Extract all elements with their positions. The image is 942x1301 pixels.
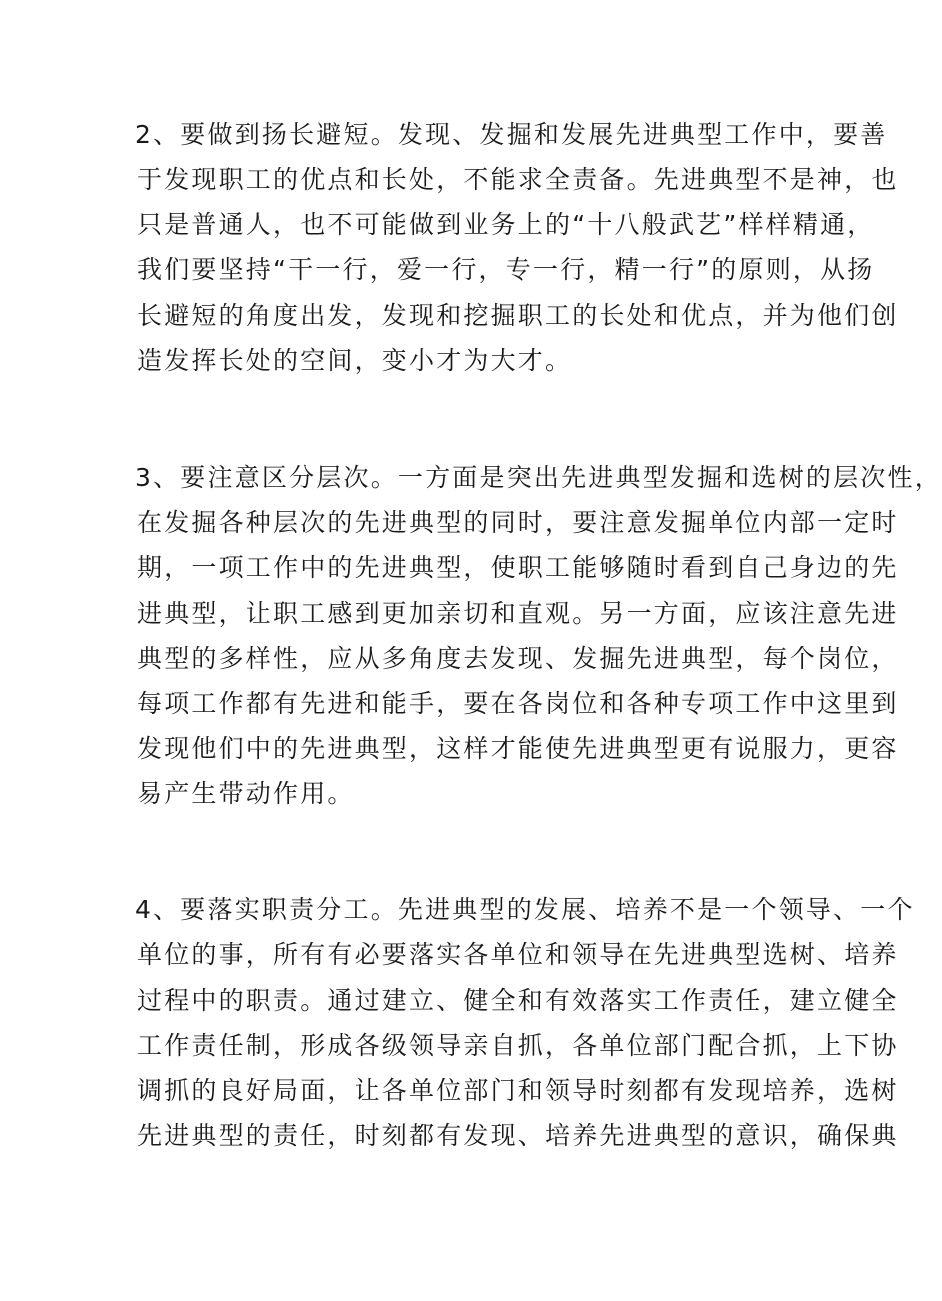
text-line: 期，一项工作中的先进典型，使职工能够随时看到自己身边的先	[137, 553, 899, 582]
text-line: 只是普通人，也不可能做到业务上的“十八般武艺”样样精通，	[137, 210, 875, 239]
text-line: 过程中的职责。通过建立、健全和有效落实工作责任，建立健全	[137, 986, 899, 1015]
text-line: 每项工作都有先进和能手，要在各岗位和各种专项工作中这里到	[137, 689, 899, 718]
text-line: 发现他们中的先进典型，这样才能使先进典型更有说服力，更容	[137, 734, 899, 763]
text-line: 4、要落实职责分工。先进典型的发展、培养不是一个领导、一个	[135, 895, 915, 924]
text-line: 工作责任制，形成各级领导亲自抓，各单位部门配合抓，上下协	[137, 1031, 899, 1060]
text-line: 我们要坚持“干一行，爱一行，专一行，精一行”的原则，从扬	[137, 255, 875, 284]
text-line: 3、要注意区分层次。一方面是突出先进典型发掘和选树的层次性，	[135, 463, 942, 492]
text-line: 2、要做到扬长避短。发现、发掘和发展先进典型工作中，要善	[135, 120, 888, 149]
text-line: 在发掘各种层次的先进典型的同时，要注意发掘单位内部一定时	[137, 508, 899, 537]
text-line: 造发挥长处的空间，变小才为大才。	[137, 346, 573, 375]
text-line: 单位的事，所有有必要落实各单位和领导在先进典型选树、培养	[137, 940, 899, 969]
text-line: 先进典型的责任，时刻都有发现、培养先进典型的意识，确保典	[137, 1121, 899, 1150]
text-line: 于发现职工的优点和长处，不能求全责备。先进典型不是神，也	[137, 165, 899, 194]
text-line: 长避短的角度出发，发现和挖掘职工的长处和优点，并为他们创	[137, 301, 899, 330]
text-line: 进典型，让职工感到更加亲切和直观。另一方面，应该注意先进	[137, 599, 899, 628]
text-line: 易产生带动作用。	[137, 779, 355, 808]
text-line: 调抓的良好局面，让各单位部门和领导时刻都有发现培养，选树	[137, 1076, 899, 1105]
text-line: 典型的多样性，应从多角度去发现、发掘先进典型，每个岗位，	[137, 644, 899, 673]
